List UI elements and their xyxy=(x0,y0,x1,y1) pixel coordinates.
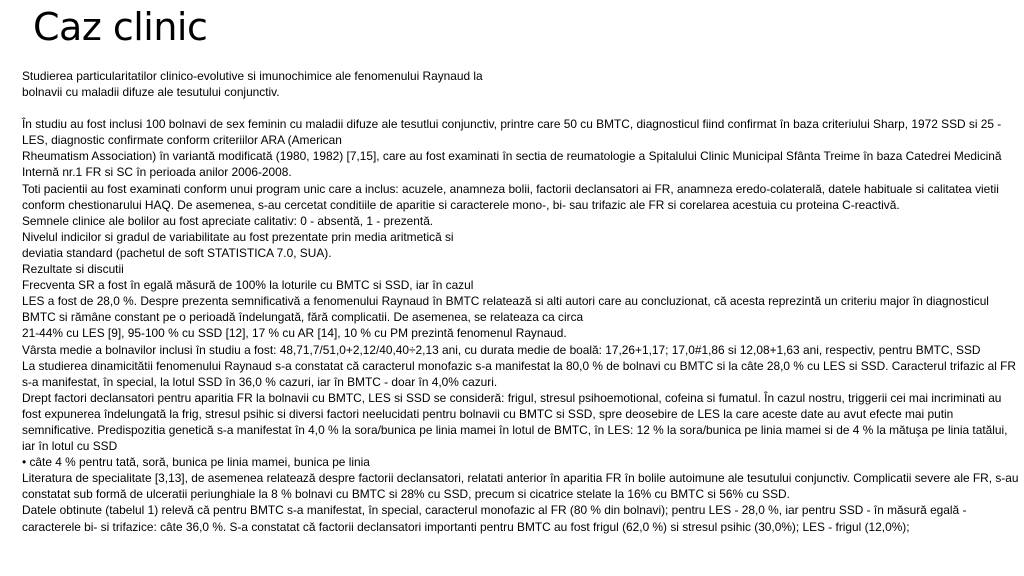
paragraph-study-location: Rheumatism Association) în variantă modificată (1980, 1982) [7,15], care au fost examinati în sectia de reumatologie a Spitalului Clinic Municipal Sfânta Treime în baza Catedrei Medicină Internă nr.1 FR si SC în perioada anilor 2006-2008. xyxy=(22,149,1002,180)
paragraph-frequency: Frecventa SR a fost în egală măsură de 100% la loturile cu BMTC si SSD, iar în cazul xyxy=(22,278,474,293)
paragraph-study-title-line-2: bolnavii cu maladii difuze ale tesutului conjunctiv. xyxy=(22,85,280,100)
paragraph-study-title-line-1: Studierea particularitatilor clinico-evolutive si imunochimice ale fenomenului Raynaud la xyxy=(22,69,483,83)
paragraph-mean-age: Vârsta medie a bolnavilor inclusi în studiu a fost: 48,71,7/51,0+2,12/40,40÷2,13 ani, cu durata medie de boală: 17,26+1,17; 17,0#1,86 si 12,08+1,63 ani, respectiv, pentru BMTC, SSD xyxy=(22,342,981,357)
paragraph-examination-program: Toti pacientii au fost examinati conform unui program unic care a inclus: acuzele, anamneza bolii, factorii declansatori ai FR, anamneza eredo-colaterală, datele habituale si calitatea vietii conform chestionarului HAQ. De asemenea, s-au cercetat conditiile de aparitie si caracterele mono-, bi- sau trifazic ale FR si corelarea acestuia cu proteina C-reactivă. xyxy=(22,181,999,212)
paragraph-statistics-line-2: deviatia standard (pachetul de soft STATISTICA 7.0, SUA). xyxy=(22,245,332,260)
paragraph-data-obtained: Datele obtinute (tabelul 1) relevă că pentru BMTC s-a manifestat, în special, caracterul monofazic al FR (80 % din bolnavi); pentru LES - 28,0 %, iar pentru SSD - în măsură egală - caracterele bi- si trifazice: câte 36,0 %. S-a constatat că factorii declansatori importanti pentru BMTC au fost frigul (62,0 %) si stresul psihic (30,0%); LES - frigul (12,0%); xyxy=(22,503,967,534)
paragraph-triggers: Drept factori declansatori pentru aparitia FR la bolnavii cu BMTC, LES si SSD se consideră: frigul, stresul psihoemotional, cofeina si fumatul. În cazul nostru, triggerii cei mai incriminati au fost expunerea îndelungată la frig, stresul psihic si diversi factori neelucidati pentru bolnavii cu BMTC si SSD, spre deosebire de LES la care aceste date au avut efecte mai putin semnificative. Predispozitia genetică s-a manifestat în 4,0 % la sora/bunica pe linia mamei în lotul de BMTC, în LES: 12 % la sora/bunica pe linia mamei si de 4 % la mătuşa pe linia tatălui, iar în lotul cu SSD xyxy=(22,390,1008,454)
paragraph-clinical-signs: Semnele clinice ale bolilor au fost apreciate calitativ: 0 - absentă, 1 - prezentă. xyxy=(22,213,434,228)
paragraph-family-history: • câte 4 % pentru tată, soră, bunica pe linia mamei, bunica pe linia xyxy=(22,455,370,470)
slide-body xyxy=(22,68,1022,535)
paragraph-statistics-line-1: Nivelul indicilor si gradul de variabilitate au fost prezentate prin media aritmetică si xyxy=(22,229,454,244)
paragraph-raynaud-dynamics: La studierea dinamicitătii fenomenului Raynaud s-a constatat că caracterul monofazic s-a manifestat la 80,0 % de bolnavi cu BMTC si la câte 28,0 % cu LES si SSD. Caracterul trifazic al FR s-a manifestat, în special, la lotul SSD în 36,0 % cazuri, iar în BMTC - doar în 4,0% cazuri. xyxy=(22,358,1016,389)
paragraph-results-heading: Rezultate si discutii xyxy=(22,262,124,277)
slide-title: Caz clinic xyxy=(33,5,208,49)
paragraph-study-group: În studiu au fost inclusi 100 bolnavi de sex feminin cu maladii difuze ale tesutlui conjunctiv, printre care 50 cu BMTC, diagnosticul fiind confirmat în baza criteriului Sharp, 1972 SSD si 25 - LES, diagnostic confirmate conform criteriilor ARA (American xyxy=(22,117,1002,148)
paragraph-literature: Literatura de specialitate [3,13], de asemenea relatează despre factorii declansatori, relatati anterior în aparitia FR în bolile autoimune ale tesutului conjunctiv. Complicatii severe ale FR, s-au constatat sub formă de ulceratii periunghiale la 8 % bolnavi cu BMTC si 28% cu SSD, precum si cicatrice stelate la 16% cu BMTC si 56% cu SSD. xyxy=(22,471,1019,502)
paragraph-spacer xyxy=(22,100,1022,116)
paragraph-les-prevalence: LES a fost de 28,0 %. Despre prezenta semnificativă a fenomenului Raynaud în BMTC relatează si alti autori care au concluzionat, că acesta reprezintă un criteriu major în diagnosticul BMTC si rămâne constant pe o perioadă îndelungată, fără complicatii. De asemenea, se relateaza ca circa xyxy=(22,294,989,325)
paragraph-prevalence-rates: 21-44% cu LES [9], 95-100 % cu SSD [12], 17 % cu AR [14], 10 % cu PM prezintă fenomenul Raynaud. xyxy=(22,326,567,341)
